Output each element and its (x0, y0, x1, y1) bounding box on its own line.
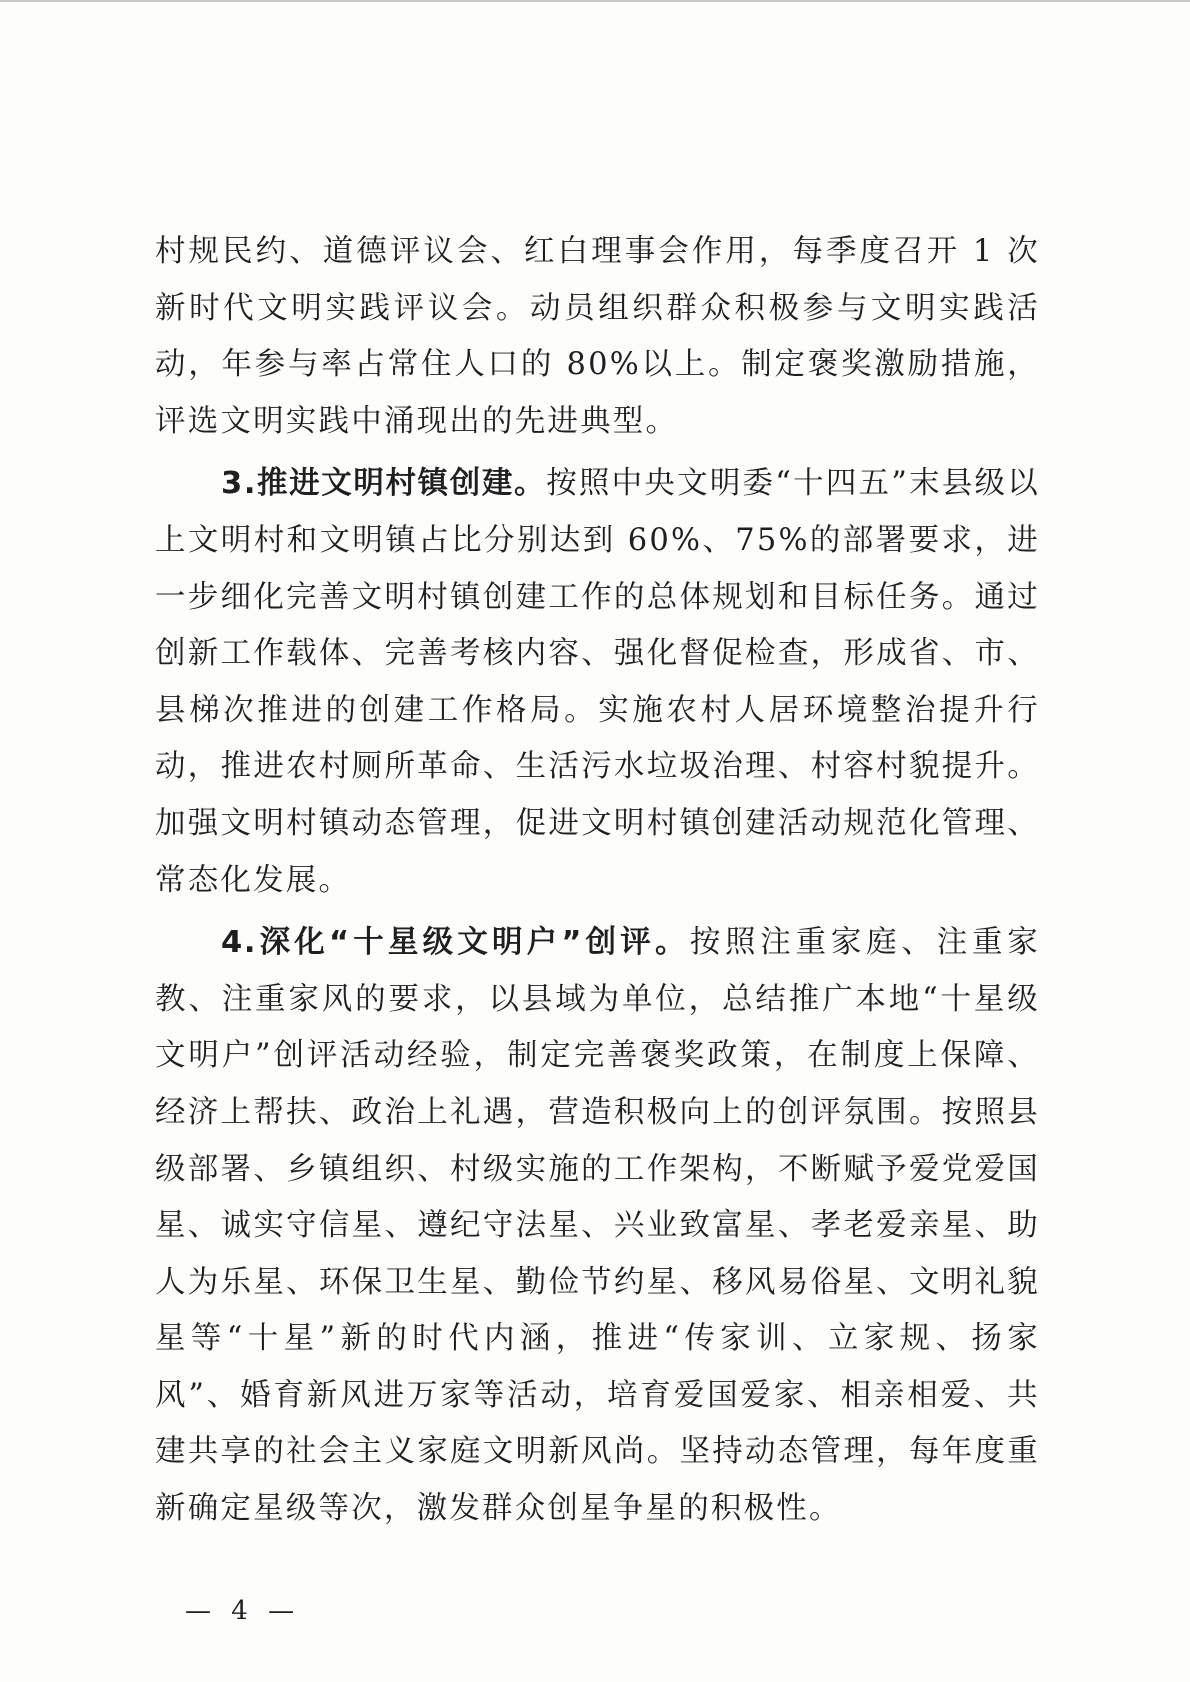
paragraph-text: 村规民约、道德评议会、红白理事会作用，每季度召开 1 次新时代文明实践评议会。动员组织群众积极参与文明实践活动，年参与率占常住人口的 80%以上。制定褒奖激励措施，评选文明实践中涌现出的先进典型。 (155, 234, 1040, 439)
top-edge-rule (0, 0, 1190, 2)
document-body (155, 224, 1040, 1544)
page-number: — 4 — (185, 1596, 301, 1626)
paragraph-continuation (155, 224, 1040, 450)
paragraph-text: 按照中央文明委“十四五”末县级以上文明村和文明镇占比分别达到 60%、75%的部署要求，进一步细化完善文明村镇创建工作的总体规划和目标任务。通过创新工作载体、完善考核内容、强化督促检查，形成省、市、县梯次推进的创建工作格局。实施农村人居环境整治提升行动，推进农村厕所革命、生活污水垃圾治理、村容村貌提升。加强文明村镇动态管理，促进文明村镇创建活动规范化管理、常态化发展。 (155, 466, 1040, 898)
section-heading: 4.深化“十星级文明户”创评。 (221, 925, 690, 961)
paragraph-ten-star-households (155, 915, 1040, 1538)
paragraph-text: 按照注重家庭、注重家教、注重家风的要求，以县域为单位，总结推广本地“十星级文明户”创评活动经验，制定完善褒奖政策，在制度上保障、经济上帮扶、政治上礼遇，营造积极向上的创评氛围。按照县级部署、乡镇组织、村级实施的工作架构，不断赋予爱党爱国星、诚实守信星、遵纪守法星、兴业致富星、孝老爱亲星、助人为乐星、环保卫生星、勤俭节约星、移风易俗星、文明礼貌星等“十星”新的时代内涵，推进“传家训、立家规、扬家风”、婚育新风进万家等活动，培育爱国爱家、相亲相爱、共建共享的社会主义家庭文明新风尚。坚持动态管理，每年度重新确定星级等次，激发群众创星争星的积极性。 (155, 925, 1041, 1527)
section-heading: 3.推进文明村镇创建。 (221, 466, 547, 502)
paragraph-civilized-villages (155, 456, 1040, 909)
